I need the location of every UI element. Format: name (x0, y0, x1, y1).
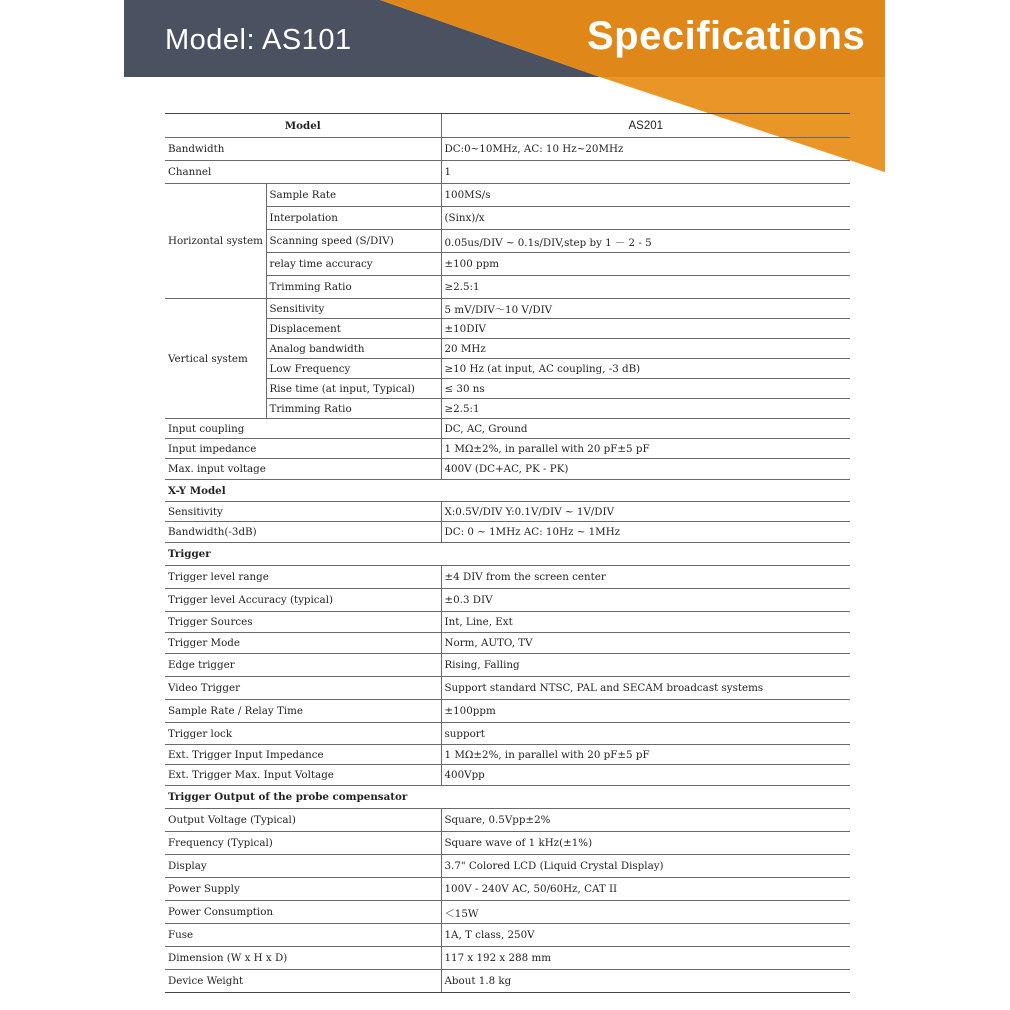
table-row (165, 745, 850, 765)
spec-value: Square, 0.5Vpp±2% (441, 809, 850, 832)
table-row (165, 439, 850, 459)
spec-value: 400V (DC+AC, PK - PK) (441, 459, 850, 480)
spec-value: 100V - 240V AC, 50/60Hz, CAT II (441, 878, 850, 901)
spec-label: Fuse (165, 924, 441, 947)
spec-label: Scanning speed (S/DIV) (266, 230, 441, 253)
spec-value: ≤ 30 ns (441, 379, 850, 399)
spec-label: Dimension (W x H x D) (165, 947, 441, 970)
spec-label: Trimming Ratio (266, 399, 441, 419)
table-row (165, 654, 850, 677)
spec-label: Power Consumption (165, 901, 441, 924)
spec-value: 0.05us/DIV ~ 0.1s/DIV,step by 1 － 2 - 5 (441, 230, 850, 253)
spec-label: Sample Rate / Relay Time (165, 700, 441, 723)
table-row (165, 765, 850, 786)
spec-value: ≥2.5:1 (441, 276, 850, 299)
table-row (165, 161, 850, 184)
spec-value: X:0.5V/DIV Y:0.1V/DIV ~ 1V/DIV (441, 502, 850, 522)
table-row (165, 566, 850, 589)
spec-label: Device Weight (165, 970, 441, 993)
spec-label: Interpolation (266, 207, 441, 230)
spec-value: 1 (441, 161, 850, 184)
spec-label: Output Voltage (Typical) (165, 809, 441, 832)
table-row (165, 633, 850, 654)
table-row (165, 319, 850, 339)
table-row (165, 207, 850, 230)
section-heading-row (165, 480, 850, 502)
spec-value: 1 MΩ±2%, in parallel with 20 pF±5 pF (441, 439, 850, 459)
spec-label: Input impedance (165, 439, 441, 459)
spec-value: (Sinx)/x (441, 207, 850, 230)
spec-value: 100MS/s (441, 184, 850, 207)
spec-value: 20 MHz (441, 339, 850, 359)
probe-compensator-heading: Trigger Output of the probe compensator (165, 786, 850, 809)
trigger-heading: Trigger (165, 543, 850, 566)
spec-label: Low Frequency (266, 359, 441, 379)
table-row (165, 970, 850, 993)
table-row (165, 901, 850, 924)
spec-label: Trimming Ratio (266, 276, 441, 299)
table-row (165, 589, 850, 612)
spec-value: Rising, Falling (441, 654, 850, 677)
spec-value: 1A, T class, 250V (441, 924, 850, 947)
table-row (165, 379, 850, 399)
spec-label: Displacement (266, 319, 441, 339)
table-row (165, 677, 850, 700)
spec-label: Max. input voltage (165, 459, 441, 480)
spec-label: Sensitivity (266, 299, 441, 319)
section-heading-row (165, 786, 850, 809)
table-row (165, 399, 850, 419)
table-row (165, 700, 850, 723)
spec-value: ≥2.5:1 (441, 399, 850, 419)
spec-label: Trigger level Accuracy (typical) (165, 589, 441, 612)
table-row (165, 855, 850, 878)
spec-value: 400Vpp (441, 765, 850, 786)
spec-label: Input coupling (165, 419, 441, 439)
xy-model-heading: X-Y Model (165, 480, 850, 502)
spec-value: Square wave of 1 kHz(±1%) (441, 832, 850, 855)
spec-value: DC: 0 ~ 1MHz AC: 10Hz ~ 1MHz (441, 522, 850, 543)
section-heading-row (165, 543, 850, 566)
table-row (165, 612, 850, 633)
table-row (165, 723, 850, 745)
spec-value: support (441, 723, 850, 745)
spec-label: Power Supply (165, 878, 441, 901)
spec-value: ±10DIV (441, 319, 850, 339)
spec-label: Display (165, 855, 441, 878)
spec-value: ±0.3 DIV (441, 589, 850, 612)
spec-value: Norm, AUTO, TV (441, 633, 850, 654)
spec-value: ±4 DIV from the screen center (441, 566, 850, 589)
spec-value: DC, AC, Ground (441, 419, 850, 439)
table-row (165, 947, 850, 970)
table-row (165, 459, 850, 480)
table-row (165, 339, 850, 359)
spec-label: Ext. Trigger Max. Input Voltage (165, 765, 441, 786)
spec-label: Bandwidth(-3dB) (165, 522, 441, 543)
spec-label: relay time accuracy (266, 253, 441, 276)
spec-value: Support standard NTSC, PAL and SECAM broadcast systems (441, 677, 850, 700)
spec-value: DC:0~10MHz, AC: 10 Hz~20MHz (441, 138, 850, 161)
spec-label: Trigger Sources (165, 612, 441, 633)
spec-table (165, 113, 850, 993)
table-row (165, 359, 850, 379)
spec-value: 5 mV/DIV～10 V/DIV (441, 299, 850, 319)
spec-label: Sample Rate (266, 184, 441, 207)
table-row (165, 832, 850, 855)
spec-value: About 1.8 kg (441, 970, 850, 993)
spec-value: ≥10 Hz (at input, AC coupling, -3 dB) (441, 359, 850, 379)
spec-label: Bandwidth (165, 138, 441, 161)
specifications-title: Specifications (587, 14, 866, 58)
horizontal-system-label: Horizontal system (165, 184, 266, 299)
spec-label: Video Trigger (165, 677, 441, 700)
table-row (165, 138, 850, 161)
table-row (165, 809, 850, 832)
table-row (165, 184, 850, 207)
model-label: Model (165, 114, 441, 138)
spec-label: Frequency (Typical) (165, 832, 441, 855)
spec-value: ±100 ppm (441, 253, 850, 276)
spec-label: Ext. Trigger Input Impedance (165, 745, 441, 765)
spec-value: 117 x 192 x 288 mm (441, 947, 850, 970)
spec-label: Trigger Mode (165, 633, 441, 654)
spec-label: Edge trigger (165, 654, 441, 677)
spec-value: 3.7" Colored LCD (Liquid Crystal Display) (441, 855, 850, 878)
table-row (165, 502, 850, 522)
model-title: Model: AS101 (165, 24, 352, 56)
spec-label: Rise time (at input, Typical) (266, 379, 441, 399)
spec-value: ＜15W (441, 901, 850, 924)
table-row (165, 878, 850, 901)
spec-label: Trigger lock (165, 723, 441, 745)
spec-label: Sensitivity (165, 502, 441, 522)
table-row (165, 230, 850, 253)
table-row (165, 522, 850, 543)
table-row (165, 299, 850, 319)
spec-value: 1 MΩ±2%, in parallel with 20 pF±5 pF (441, 745, 850, 765)
spec-label: Analog bandwidth (266, 339, 441, 359)
spec-value: ±100ppm (441, 700, 850, 723)
spec-label: Channel (165, 161, 441, 184)
table-row (165, 419, 850, 439)
vertical-system-label: Vertical system (165, 299, 266, 419)
table-row (165, 924, 850, 947)
table-row (165, 253, 850, 276)
spec-label: Trigger level range (165, 566, 441, 589)
model-value: AS201 (441, 114, 850, 138)
table-row (165, 276, 850, 299)
table-row-model (165, 114, 850, 138)
spec-value: Int, Line, Ext (441, 612, 850, 633)
